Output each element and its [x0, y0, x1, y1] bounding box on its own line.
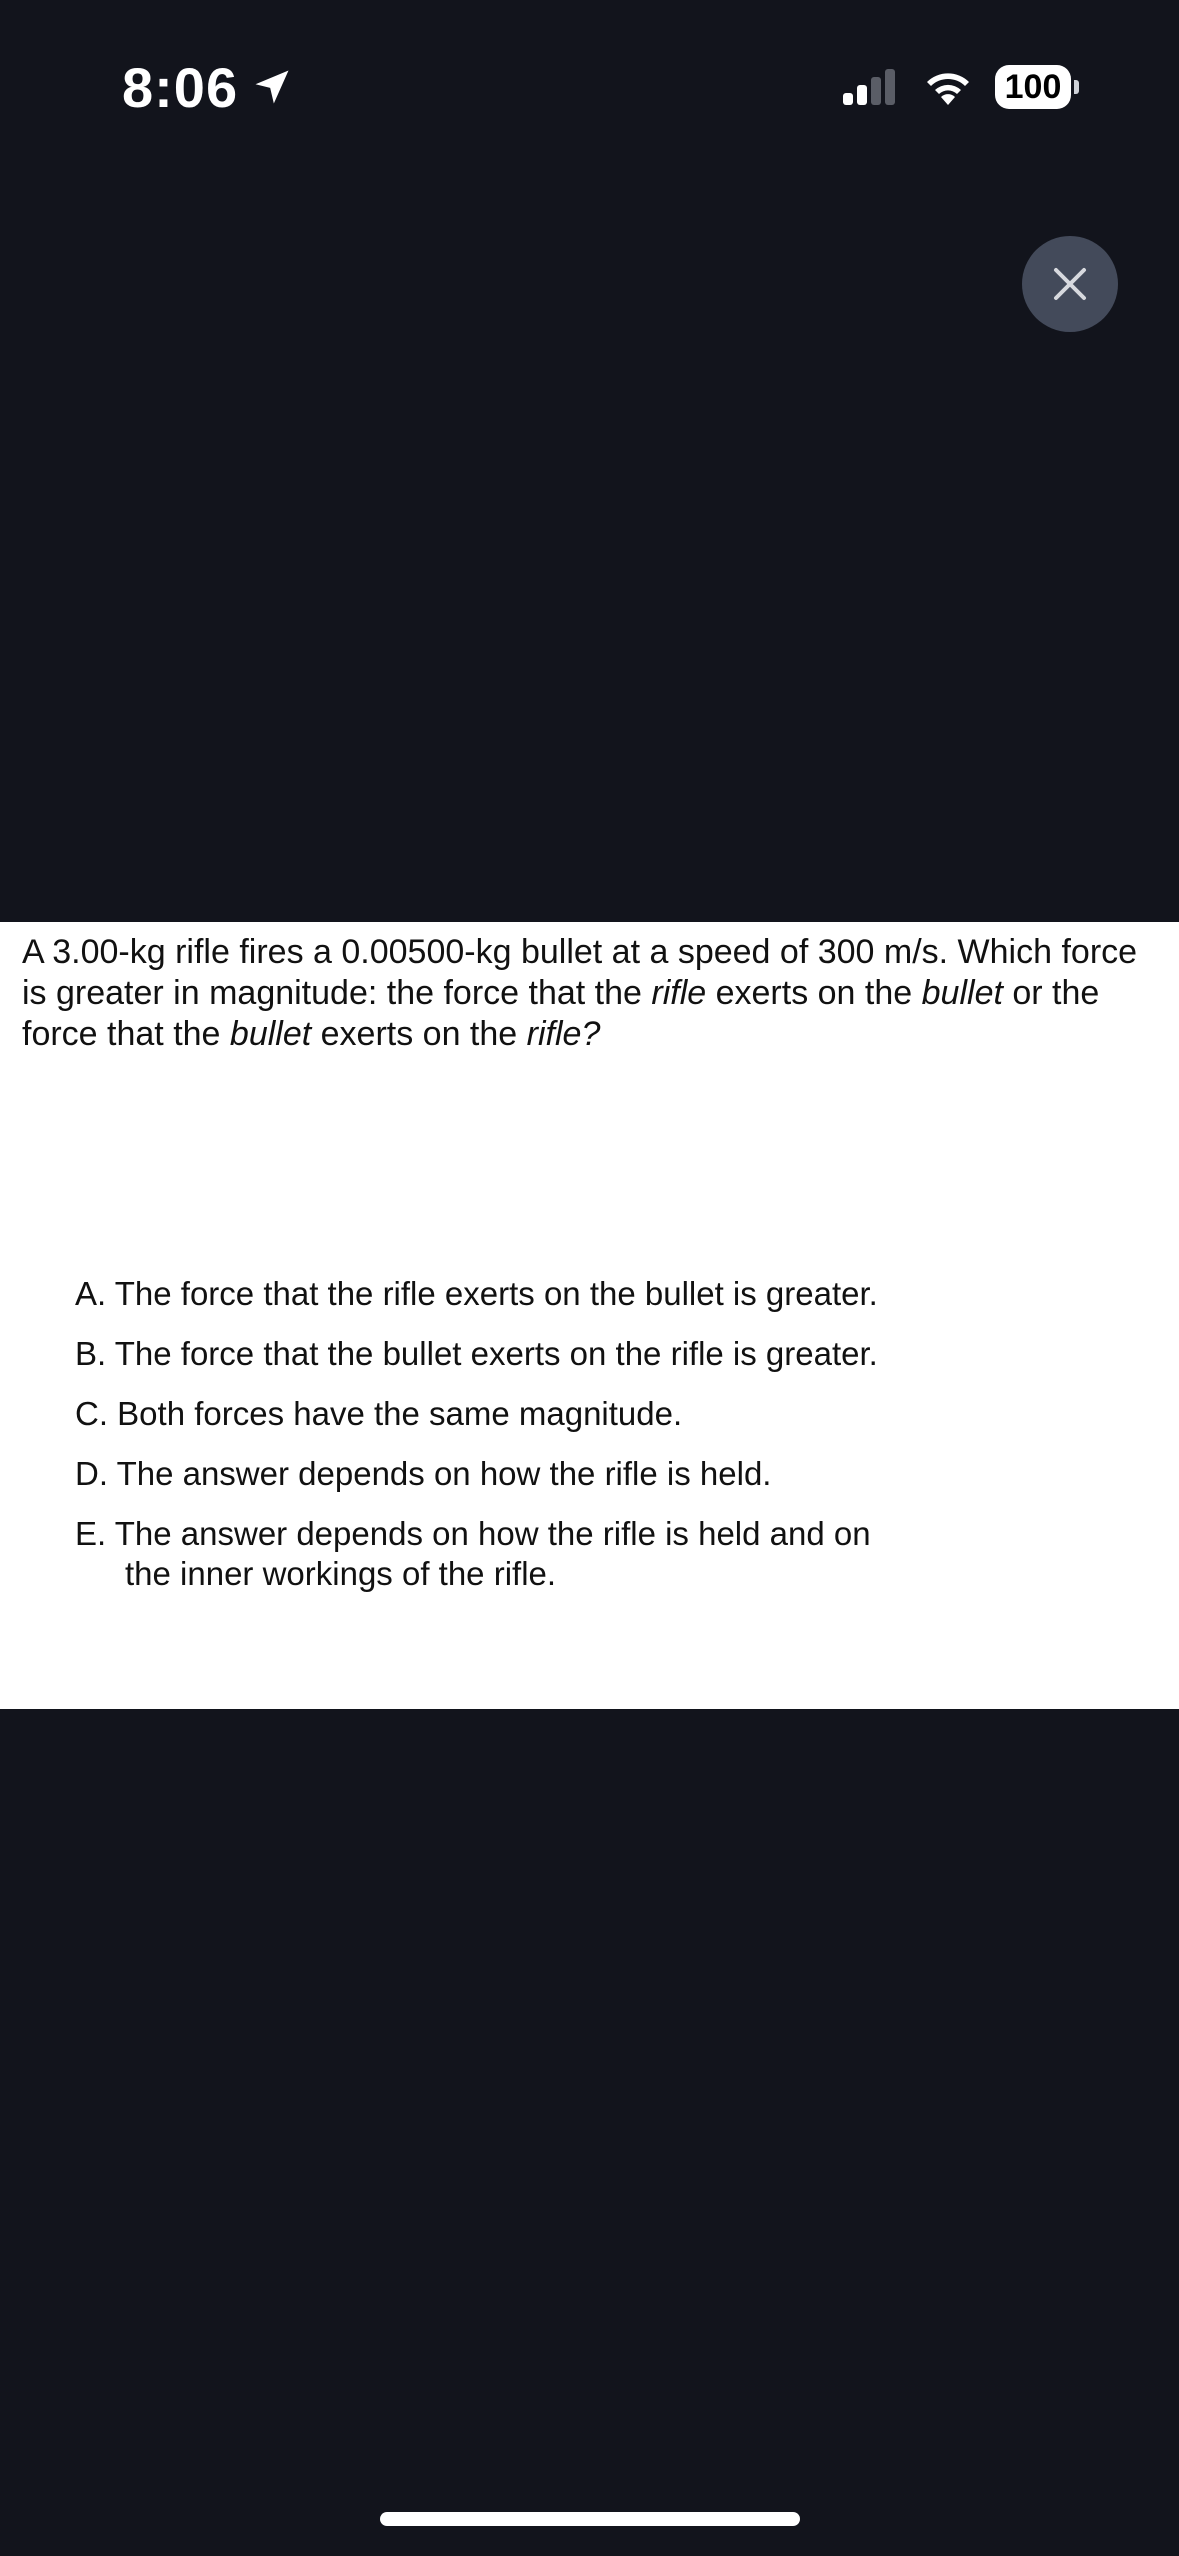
status-time — [122, 52, 294, 122]
option-e-text: E. The answer depends on how the rifle is held and on — [75, 1515, 871, 1552]
battery-icon — [995, 65, 1079, 109]
question-card — [0, 922, 1179, 1709]
wifi-icon — [923, 67, 973, 107]
option-b[interactable]: B. The force that the bullet exerts on the rifle is greater. — [75, 1335, 878, 1372]
time-label: 8:06 — [122, 55, 239, 119]
option-c[interactable]: C. Both forces have the same magnitude. — [75, 1395, 683, 1432]
status-indicators — [841, 62, 1079, 112]
home-indicator[interactable] — [380, 2512, 800, 2526]
location-arrow-icon — [250, 65, 294, 109]
option-e-continuation: the inner workings of the rifle. — [125, 1555, 557, 1592]
battery-level: 100 — [995, 65, 1071, 109]
question-text: A 3.00-kg rifle fires a 0.00500-kg bullet at a speed of 300 m/s. Which force is greater in magnitude: the force that the rifle exerts on the bullet or the force that the bullet exerts on the rifle? — [22, 933, 1138, 1053]
battery-nub — [1074, 80, 1079, 94]
option-d[interactable]: D. The answer depends on how the rifle is held. — [75, 1455, 772, 1492]
close-button[interactable] — [1022, 236, 1118, 332]
close-icon — [1050, 264, 1090, 304]
answer-options — [75, 1274, 1075, 1614]
cellular-signal-icon — [841, 67, 901, 107]
option-e[interactable] — [75, 1514, 1075, 1594]
option-a[interactable]: A. The force that the rifle exerts on the bullet is greater. — [75, 1275, 878, 1312]
